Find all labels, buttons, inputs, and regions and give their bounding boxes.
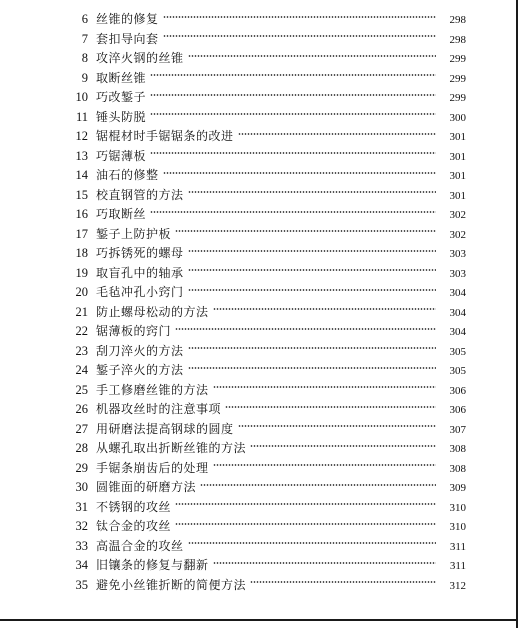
toc-entry[interactable] [66, 108, 466, 128]
toc-entry-page: 310 [449, 501, 466, 514]
toc-entry-page: 311 [449, 540, 466, 553]
toc-entry-title: 取断丝锥 [96, 70, 147, 85]
toc-entry[interactable] [66, 127, 466, 147]
toc-entry[interactable] [66, 303, 466, 323]
toc-entry-title: 圆锥面的研磨方法 [96, 480, 197, 494]
toc-entry[interactable] [66, 225, 466, 245]
toc-entry-title: 不锈钢的攻丝 [96, 499, 172, 514]
toc-entry-page: 301 [449, 150, 466, 163]
toc-dot-leader [163, 35, 436, 37]
toc-entry-title: 防止螺母松动的方法 [96, 304, 209, 319]
toc-entry-title: 攻淬火钢的丝锥 [96, 51, 184, 65]
toc-entry-number: 25 [75, 382, 88, 397]
toc-entry-number: 14 [75, 168, 88, 182]
toc-entry-title: 锯棍材时手锯锯条的改进 [96, 129, 234, 143]
toc-entry[interactable] [66, 556, 466, 576]
toc-entry[interactable] [66, 342, 466, 362]
toc-entry-page: 308 [449, 462, 466, 475]
toc-entry-title: 机器攻丝时的注意事项 [96, 402, 222, 416]
toc-entry-title: 丝锥的修复 [96, 12, 159, 26]
toc-entry-page: 298 [449, 14, 466, 26]
toc-dot-leader [213, 464, 436, 466]
toc-dot-leader [238, 133, 436, 135]
toc-entry-number: 21 [75, 304, 88, 319]
toc-entry-page: 305 [449, 365, 466, 377]
toc-entry-page: 304 [449, 326, 466, 338]
toc-entry-page: 303 [449, 267, 466, 280]
toc-entry-page: 299 [449, 72, 466, 85]
toc-entry-title: 校直钢管的方法 [96, 187, 184, 202]
toc-entry-page: 298 [449, 33, 466, 46]
toc-entry-page: 309 [449, 482, 466, 494]
toc-entry-title: 用研磨法提高钢球的圆度 [96, 421, 234, 436]
toc-entry-title: 油石的修整 [96, 168, 159, 182]
toc-entry-number: 16 [75, 207, 88, 221]
toc-entry-title: 巧取断丝 [96, 207, 147, 221]
toc-entry-number: 12 [75, 129, 88, 143]
page-border-right [516, 0, 518, 628]
toc-entry-number: 33 [75, 538, 88, 553]
toc-entry-page: 312 [449, 579, 466, 592]
toc-dot-leader [225, 406, 436, 408]
toc-entry-page: 310 [449, 521, 466, 533]
toc-entry-title: 手锯条崩齿后的处理 [96, 460, 209, 475]
toc-entry-page: 300 [449, 111, 466, 124]
toc-entry-page: 308 [449, 443, 466, 455]
toc-entry-page: 301 [449, 170, 466, 182]
toc-entry-title: 套扣导向套 [96, 31, 159, 46]
toc-entry[interactable] [66, 205, 466, 225]
toc-dot-leader [213, 308, 436, 310]
toc-entry-title: 旧镶条的修复与翻新 [96, 558, 209, 572]
toc-dot-leader [213, 562, 436, 564]
toc-entry-page: 299 [449, 92, 466, 104]
toc-entry[interactable] [66, 400, 466, 420]
toc-entry[interactable] [66, 478, 466, 498]
toc-dot-leader [175, 230, 436, 232]
toc-entry[interactable] [66, 166, 466, 186]
toc-entry-number: 7 [81, 31, 88, 46]
toc-dot-leader [188, 191, 436, 193]
toc-entry-page: 304 [449, 306, 466, 319]
toc-entry[interactable] [66, 459, 466, 479]
toc-entry-title: 巧锯薄板 [96, 148, 147, 163]
toc-entry-page: 306 [449, 384, 466, 397]
toc-entry-page: 299 [449, 53, 466, 65]
toc-dot-leader [175, 328, 436, 330]
toc-entry-number: 27 [75, 421, 88, 436]
toc-entry-page: 306 [449, 404, 466, 416]
toc-dot-leader [250, 581, 436, 583]
toc-entry[interactable] [66, 69, 466, 89]
toc-dot-leader [250, 445, 436, 447]
toc-entry-title: 錾子淬火的方法 [96, 363, 184, 377]
toc-entry-title: 从螺孔取出折断丝锥的方法 [96, 441, 247, 455]
toc-entry-number: 22 [75, 324, 88, 338]
toc-dot-leader [188, 542, 436, 544]
toc-entry[interactable] [66, 147, 466, 167]
toc-entry-page: 304 [449, 287, 466, 299]
toc-dot-leader [188, 367, 436, 369]
toc-entry-page: 303 [449, 248, 466, 260]
toc-dot-leader [175, 503, 436, 505]
toc-entry[interactable] [66, 498, 466, 518]
toc-entry-title: 钛合金的攻丝 [96, 519, 172, 533]
toc-entry-number: 29 [75, 460, 88, 475]
toc-entry-number: 31 [75, 499, 88, 514]
table-of-contents [66, 10, 466, 595]
toc-dot-leader [150, 74, 436, 76]
toc-dot-leader [188, 347, 436, 349]
toc-entry[interactable] [66, 88, 466, 108]
toc-dot-leader [150, 94, 436, 96]
toc-entry-title: 巧改錾子 [96, 90, 147, 104]
toc-entry-page: 302 [449, 228, 466, 241]
toc-dot-leader [150, 113, 436, 115]
toc-entry-number: 30 [75, 480, 88, 494]
toc-entry-page: 311 [449, 560, 466, 572]
toc-entry-number: 26 [75, 402, 88, 416]
toc-entry[interactable] [66, 49, 466, 69]
toc-entry-number: 9 [81, 70, 88, 85]
toc-entry-number: 35 [75, 577, 88, 592]
toc-entry-title: 刮刀淬火的方法 [96, 343, 184, 358]
toc-entry[interactable] [66, 10, 466, 30]
toc-entry-number: 19 [75, 265, 88, 280]
toc-entry-page: 301 [449, 189, 466, 202]
toc-entry-title: 手工修磨丝锥的方法 [96, 382, 209, 397]
page-border-bottom [0, 619, 518, 621]
toc-dot-leader [200, 484, 436, 486]
toc-dot-leader [175, 523, 436, 525]
toc-entry-number: 20 [75, 285, 88, 299]
toc-entry-title: 高温合金的攻丝 [96, 538, 184, 553]
toc-entry[interactable] [66, 283, 466, 303]
toc-entry-number: 17 [75, 226, 88, 241]
toc-entry[interactable] [66, 439, 466, 459]
toc-entry-number: 11 [75, 109, 88, 124]
toc-entry-title: 錾子上防护板 [96, 226, 172, 241]
toc-entry[interactable] [66, 322, 466, 342]
toc-entry-number: 8 [81, 51, 88, 65]
toc-entry-title: 取盲孔中的轴承 [96, 265, 184, 280]
toc-entry-number: 23 [75, 343, 88, 358]
toc-dot-leader [163, 16, 436, 18]
toc-entry[interactable] [66, 517, 466, 537]
toc-dot-leader [163, 172, 436, 174]
toc-entry-title: 巧拆锈死的螺母 [96, 246, 184, 260]
toc-dot-leader [213, 386, 436, 388]
toc-entry-number: 32 [75, 519, 88, 533]
toc-entry[interactable] [66, 264, 466, 284]
toc-entry-page: 302 [449, 209, 466, 221]
toc-entry-title: 锯薄板的窍门 [96, 324, 172, 338]
toc-entry-number: 18 [75, 246, 88, 260]
toc-entry[interactable] [66, 30, 466, 50]
toc-dot-leader [188, 269, 436, 271]
toc-entry[interactable] [66, 420, 466, 440]
toc-entry-page: 307 [449, 423, 466, 436]
toc-entry-number: 28 [75, 441, 88, 455]
toc-entry-title: 避免小丝锥折断的简便方法 [96, 577, 247, 592]
toc-dot-leader [188, 250, 436, 252]
toc-entry-title: 毛毡冲孔小窍门 [96, 285, 184, 299]
toc-entry-number: 15 [75, 187, 88, 202]
toc-entry-number: 6 [81, 12, 88, 26]
toc-entry-page: 305 [449, 345, 466, 358]
toc-entry[interactable] [66, 537, 466, 557]
toc-entry-number: 13 [75, 148, 88, 163]
toc-entry[interactable] [66, 381, 466, 401]
toc-entry[interactable] [66, 244, 466, 264]
toc-dot-leader [188, 55, 436, 57]
toc-entry-number: 24 [75, 363, 88, 377]
toc-dot-leader [238, 425, 436, 427]
toc-entry-number: 10 [75, 90, 88, 104]
toc-entry[interactable] [66, 576, 466, 596]
toc-entry-number: 34 [75, 558, 88, 572]
toc-entry[interactable] [66, 361, 466, 381]
toc-dot-leader [150, 152, 436, 154]
toc-entry-page: 301 [449, 131, 466, 143]
toc-entry-title: 锤头防脱 [96, 109, 147, 124]
toc-dot-leader [188, 289, 436, 291]
toc-dot-leader [150, 211, 436, 213]
toc-entry[interactable] [66, 186, 466, 206]
